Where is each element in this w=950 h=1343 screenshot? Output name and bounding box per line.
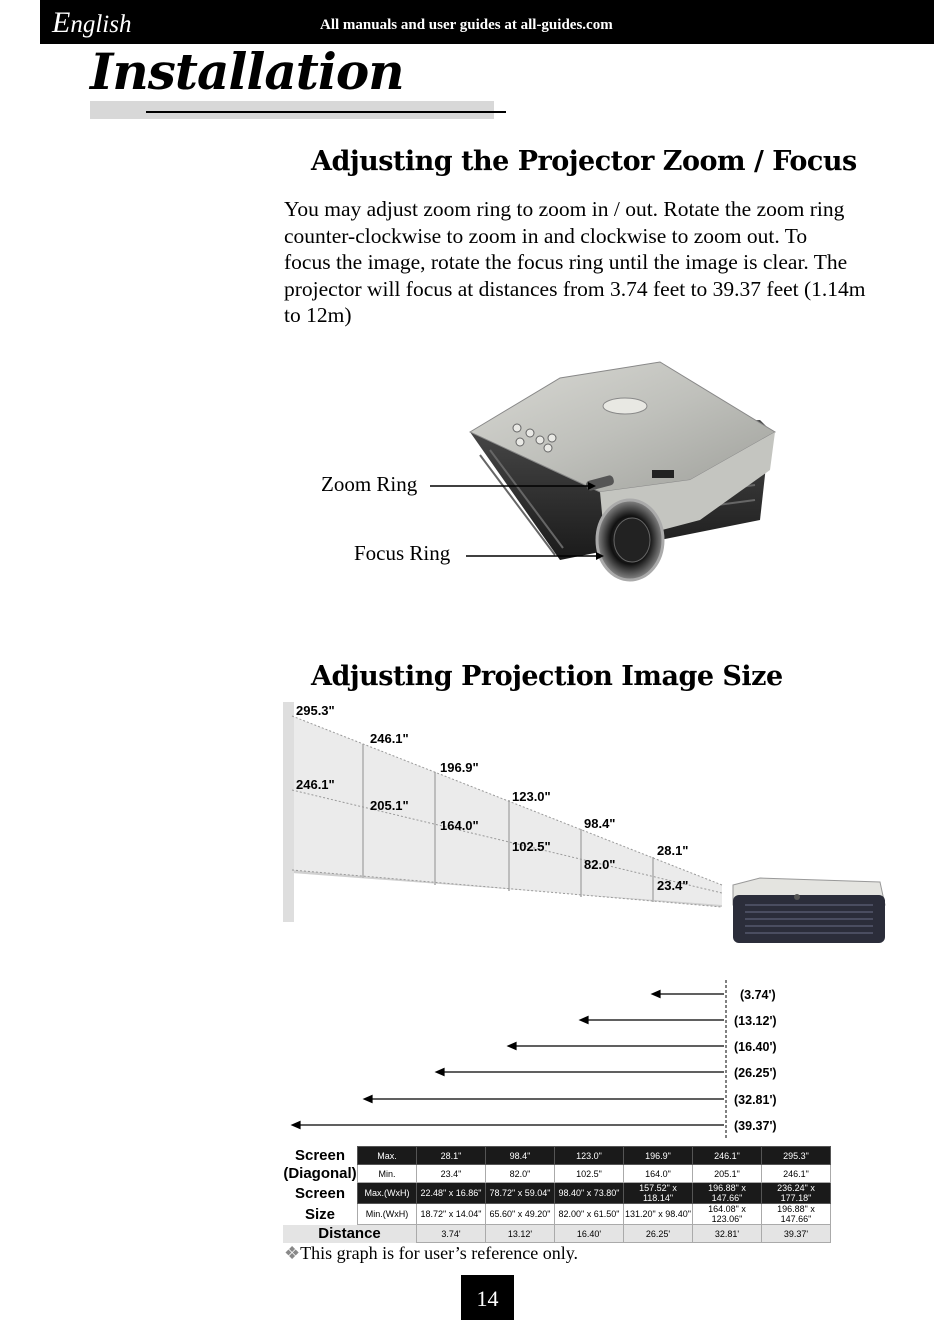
paragraph-line: focus the image, rotate the focus ring until the image is clear. The — [284, 250, 848, 274]
screen-panel — [580, 829, 582, 897]
table-cell: 23.4" — [417, 1165, 486, 1183]
table-cell: 164.08" x 123.06" — [693, 1204, 762, 1225]
distance-arrowhead — [436, 1069, 444, 1076]
table-cell: 16.40' — [555, 1225, 624, 1243]
screen-panel — [434, 772, 436, 885]
table-cell: 3.74' — [417, 1225, 486, 1243]
zoom-focus-heading: Adjusting the Projector Zoom / Focus — [311, 146, 857, 177]
max-size-label: 246.1" — [370, 731, 409, 746]
table-cell: 123.0" — [555, 1147, 624, 1165]
distance-arrowhead — [652, 991, 660, 998]
table-cell: 246.1" — [693, 1147, 762, 1165]
watermark-text: All manuals and user guides at all-guides.com — [320, 17, 613, 33]
distance-label: (13.12') — [734, 1014, 777, 1028]
table-cell: 102.5" — [555, 1165, 624, 1183]
table-cell: 157.52" x 118.14" — [624, 1183, 693, 1204]
projection-size-table — [283, 1146, 831, 1243]
table-row — [283, 1147, 831, 1165]
paragraph-line: to 12m) — [284, 303, 352, 327]
table-cell: 39.37' — [762, 1225, 831, 1243]
table-row — [283, 1165, 831, 1183]
table-cell: 196.9" — [624, 1147, 693, 1165]
row-header: Screen — [294, 1184, 346, 1202]
language-label: English — [52, 6, 132, 39]
distance-label: (16.40') — [734, 1040, 777, 1054]
table-cell: 78.72" x 59.04" — [486, 1183, 555, 1204]
table-row — [283, 1225, 831, 1243]
table-subheader: Max. — [358, 1147, 417, 1165]
table-cell: 18.72" x 14.04" — [417, 1204, 486, 1225]
table-subheader: Max.(WxH) — [358, 1183, 417, 1204]
table-cell: 164.0" — [624, 1165, 693, 1183]
table-cell: 65.60" x 49.20" — [486, 1204, 555, 1225]
paragraph-line: You may adjust zoom ring to zoom in / out. Rotate the zoom ring — [284, 197, 845, 221]
distance-label: (39.37') — [734, 1119, 777, 1133]
screen-panel — [508, 800, 510, 891]
table-subheader: Min.(WxH) — [358, 1204, 417, 1225]
reference-footnote: ❖This graph is for user’s reference only. — [284, 1243, 579, 1263]
screen-panel — [362, 744, 364, 878]
page-number: 14 — [461, 1275, 514, 1320]
min-size-label: 246.1" — [296, 777, 335, 792]
diamond-bullet-icon: ❖ — [284, 1243, 301, 1263]
distance-arrowhead — [508, 1043, 516, 1050]
paragraph-line: projector will focus at distances from 3.74 feet to 39.37 feet (1.14m — [284, 276, 866, 301]
table-cell: 32.81' — [693, 1225, 762, 1243]
table-cell: 28.1" — [417, 1147, 486, 1165]
distance-arrowhead — [292, 1122, 300, 1129]
max-size-label: 196.9" — [440, 760, 479, 775]
table-cell: 22.48" x 16.86" — [417, 1183, 486, 1204]
table-cell: 13.12' — [486, 1225, 555, 1243]
row-header: Size — [304, 1205, 335, 1223]
max-size-label: 28.1" — [657, 843, 689, 858]
min-size-label: 23.4" — [657, 878, 689, 893]
distance-label: (26.25') — [734, 1066, 777, 1080]
min-size-label: 205.1" — [370, 798, 409, 813]
zoom-ring-label: Zoom Ring — [321, 472, 418, 496]
distance-label: (32.81') — [734, 1093, 777, 1107]
distance-arrowhead — [364, 1096, 372, 1103]
distance-label: (3.74') — [740, 988, 776, 1002]
table-cell: 246.1" — [762, 1165, 831, 1183]
min-size-label: 102.5" — [512, 839, 551, 854]
row-header: Screen — [294, 1147, 346, 1164]
table-cell: 205.1" — [693, 1165, 762, 1183]
projector-icon — [733, 878, 885, 943]
table-cell: 236.24" x 177.18" — [762, 1183, 831, 1204]
screen-panel — [652, 857, 654, 902]
min-size-label: 82.0" — [584, 857, 616, 872]
screen-panel — [283, 702, 294, 922]
row-header: (Diagonal) — [283, 1165, 357, 1182]
table-row — [283, 1204, 831, 1225]
paragraph-line: counter-clockwise to zoom in and clockwise to zoom out. To — [284, 223, 808, 248]
table-cell: 295.3" — [762, 1147, 831, 1165]
table-cell: 26.25' — [624, 1225, 693, 1243]
table-row — [283, 1183, 831, 1204]
table-cell: 98.4" — [486, 1147, 555, 1165]
table-subheader: Min. — [358, 1165, 417, 1183]
max-size-label: 98.4" — [584, 816, 616, 831]
row-header: Distance — [318, 1225, 381, 1243]
max-size-label: 295.3" — [296, 703, 335, 718]
table-cell: 82.00" x 61.50" — [555, 1204, 624, 1225]
distance-arrowhead — [580, 1017, 588, 1024]
image-size-heading: Adjusting Projection Image Size — [311, 661, 783, 692]
table-cell: 98.40" x 73.80" — [555, 1183, 624, 1204]
page-title: Installation — [90, 42, 404, 101]
max-size-label: 123.0" — [512, 789, 551, 804]
focus-ring-label: Focus Ring — [354, 541, 451, 565]
table-cell: 131.20" x 98.40" — [624, 1204, 693, 1225]
min-size-label: 164.0" — [440, 818, 479, 833]
table-cell: 82.0" — [486, 1165, 555, 1183]
table-cell: 196.88" x 147.66" — [693, 1183, 762, 1204]
table-cell: 196.88" x 147.66" — [762, 1204, 831, 1225]
